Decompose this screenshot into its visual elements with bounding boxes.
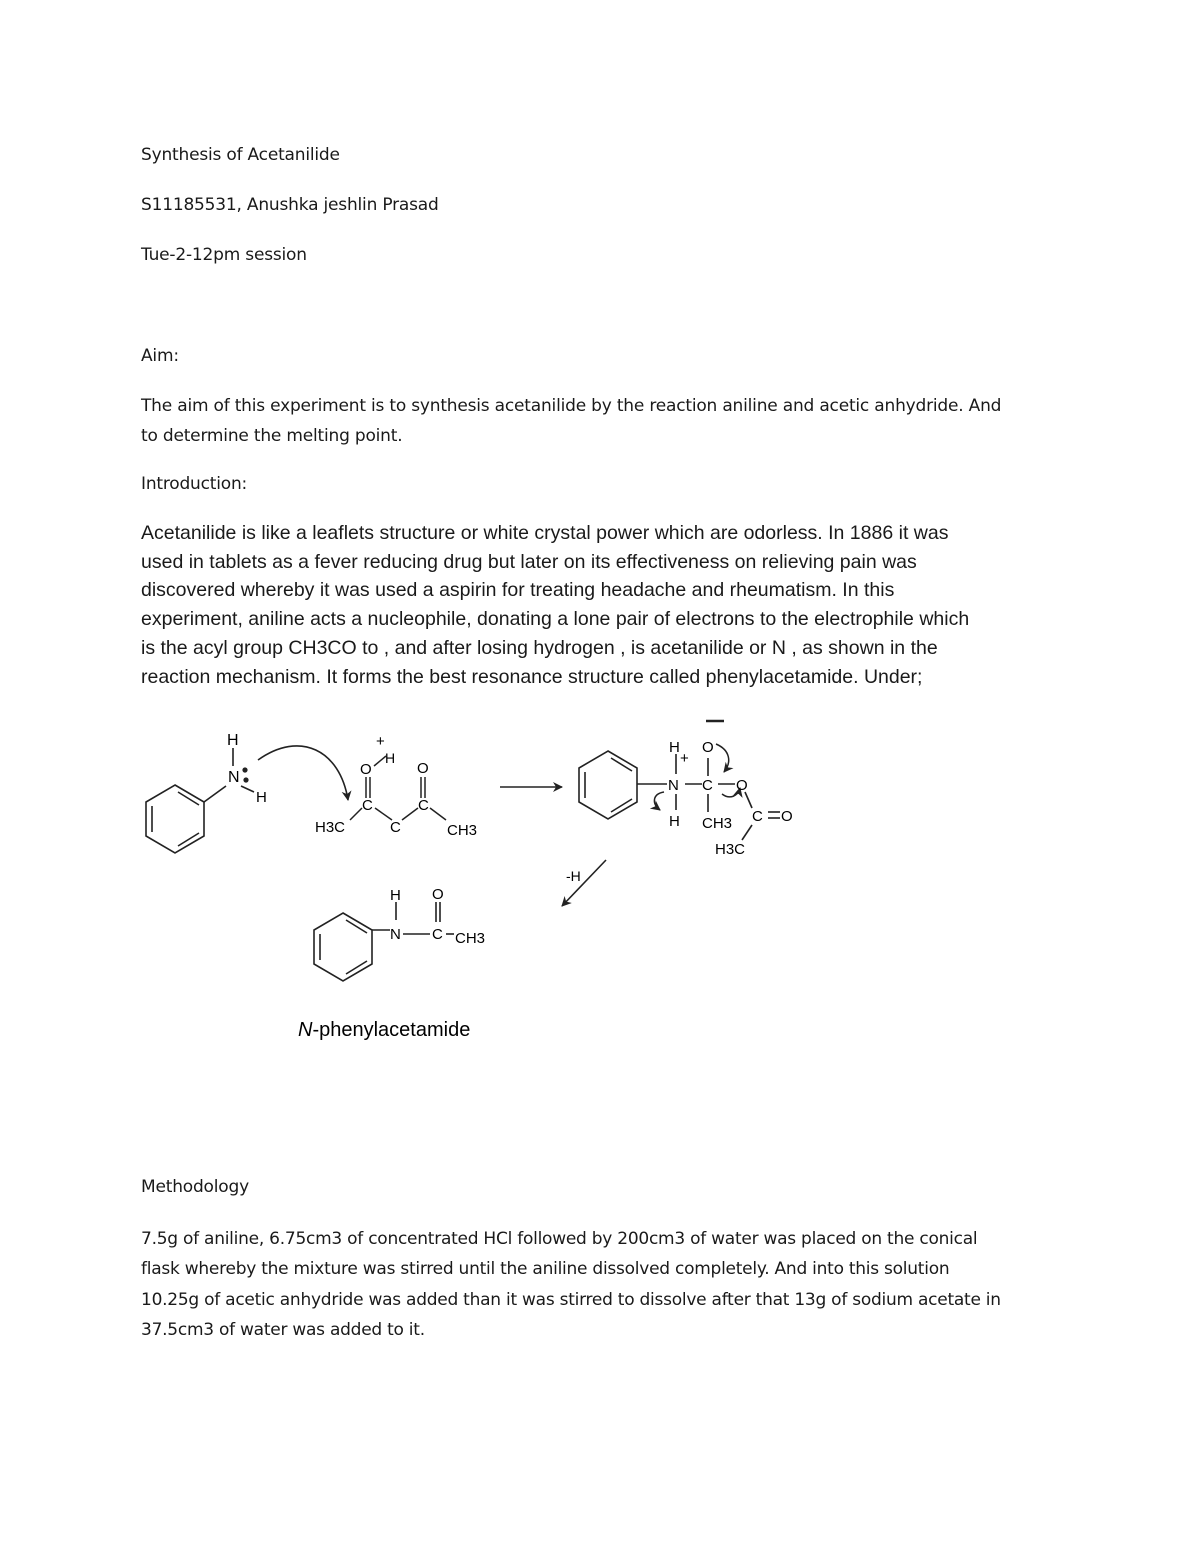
aim-line: to determine the melting point. bbox=[141, 426, 403, 446]
intermediate-c-center: C bbox=[702, 777, 713, 794]
product-n: N bbox=[390, 926, 401, 943]
aim-line: The aim of this experiment is to synthesis acetanilide by the reaction aniline and acetic anhydride. And bbox=[141, 396, 1002, 416]
intermediate-o-top: O bbox=[702, 739, 714, 756]
intermediate-plus: + bbox=[680, 750, 689, 767]
electron-push-arrow bbox=[716, 744, 729, 772]
anhydride-o-left: O bbox=[360, 761, 372, 778]
aniline-h-top: H bbox=[227, 732, 239, 749]
nucleophilic-attack-arrow bbox=[258, 746, 348, 800]
aniline-h-right: H bbox=[256, 789, 267, 806]
product-c: C bbox=[432, 926, 443, 943]
anhydride-c-mid: C bbox=[390, 819, 401, 836]
anhydride-h3c: H3C bbox=[315, 819, 346, 836]
reaction-mechanism-figure bbox=[0, 700, 1200, 1060]
intro-line: reaction mechanism. It forms the best resonance structure called phenylacetamide. Under; bbox=[141, 665, 923, 688]
anhydride-ch3: CH3 bbox=[447, 822, 478, 839]
methodology-heading: Methodology bbox=[141, 1177, 249, 1197]
intermediate-ch3: CH3 bbox=[702, 815, 733, 832]
intro-line: experiment, aniline acts a nucleophile, donating a lone pair of electrons to the electrophile which bbox=[141, 608, 970, 631]
product-name-rest: -phenylacetamide bbox=[312, 1019, 471, 1041]
method-line: 10.25g of acetic anhydride was added than it was stirred to dissolve after that 13g of sodium acetate in bbox=[141, 1289, 1001, 1310]
intermediate-o-acyl: O bbox=[781, 808, 793, 825]
student-info: S11185531, Anushka jeshlin Prasad bbox=[141, 195, 439, 215]
anhydride-o-right: O bbox=[417, 760, 429, 777]
anhydride-h: H bbox=[385, 750, 396, 766]
anhydride-plus: + bbox=[376, 733, 385, 750]
electron-push-arrow bbox=[654, 792, 664, 810]
methodology-paragraph bbox=[141, 1224, 1081, 1345]
intermediate-o-link: O bbox=[736, 777, 748, 794]
document-title: Synthesis of Acetanilide bbox=[141, 145, 340, 165]
intro-line: is the acyl group CH3CO to , and after losing hydrogen , is acetanilide or N , as shown in the bbox=[141, 636, 938, 659]
intermediate-h-bottom: H bbox=[669, 813, 680, 830]
product-name-n: N bbox=[298, 1019, 313, 1041]
aim-heading: Aim: bbox=[141, 346, 179, 366]
introduction-paragraph bbox=[141, 519, 1081, 691]
session-info: Tue-2-12pm session bbox=[141, 245, 307, 265]
loss-of-h-label: -H bbox=[566, 868, 581, 884]
intro-line: discovered whereby it was used a aspirin for treating headache and rheumatism. In this bbox=[141, 579, 895, 602]
aniline-n: N bbox=[228, 769, 240, 786]
intro-line: Acetanilide is like a leaflets structure or white crystal power which are odorless. In 1886 it was bbox=[141, 522, 949, 544]
anhydride-c-right: C bbox=[418, 797, 429, 814]
product-ch3: CH3 bbox=[455, 930, 486, 947]
product-h: H bbox=[390, 887, 401, 904]
anhydride-c-left: C bbox=[362, 797, 373, 814]
product-o: O bbox=[432, 886, 444, 903]
method-line: 7.5g of aniline, 6.75cm3 of concentrated HCl followed by 200cm3 of water was placed on the conical bbox=[141, 1229, 978, 1249]
intro-line: used in tablets as a fever reducing drug but later on its effectiveness on relieving pain was bbox=[141, 550, 917, 573]
aim-text bbox=[141, 391, 1001, 451]
intermediate-h3c: H3C bbox=[715, 841, 746, 858]
intermediate-h-top: H bbox=[669, 739, 680, 756]
introduction-heading: Introduction: bbox=[141, 474, 248, 494]
method-line: flask whereby the mixture was stirred until the aniline dissolved completely. And into this solution bbox=[141, 1259, 950, 1280]
product-name bbox=[298, 1019, 470, 1041]
intermediate-c-acyl: C bbox=[752, 808, 763, 825]
aniline-molecule bbox=[146, 748, 254, 853]
intermediate-n: N bbox=[668, 777, 679, 794]
method-line: 37.5cm3 of water was added to it. bbox=[141, 1319, 425, 1340]
